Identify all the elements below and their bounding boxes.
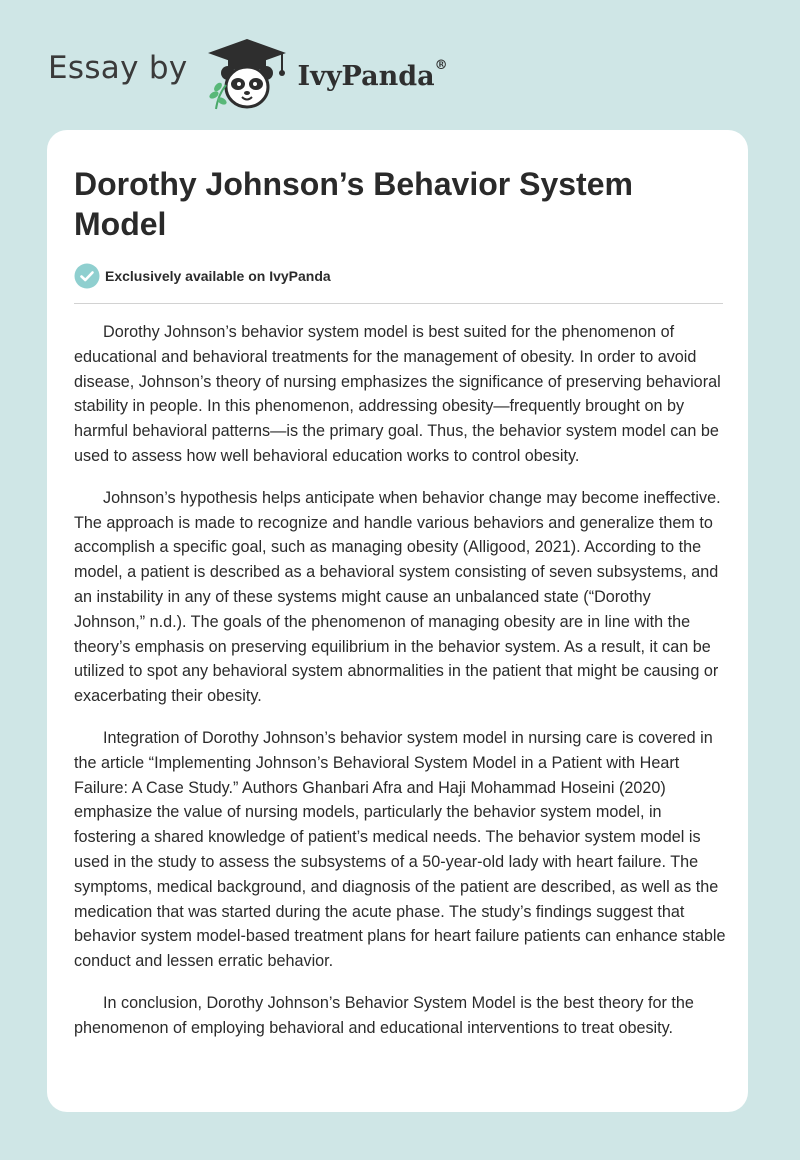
panda-graduate-icon[interactable] bbox=[202, 35, 292, 113]
brand-name[interactable]: IvyPanda® bbox=[297, 57, 448, 92]
paragraph: Integration of Dorothy Johnson’s behavior system model in nursing care is covered in the article “Implementing Johnson’s Behavioral System Model in a Patient with Heart Failure: A Case Study.” Authors Ghanbari Afra and Haji Mohammad Hoseini (2020) emphasize the value of nursing models, particularly the behavior system model, in fostering a shared knowledge of patient’s medical needs. The behavior system model is used in the study to assess the subsystems of a 50-year-old lady with heart failure. The symptoms, medical background, and diagnosis of the patient are described, as well as the medication that was started during the acute phase. The study’s findings suggest that behavior system model-based treatment plans for heart failure patients can enhance stable conduct and lessen erratic behavior. bbox=[74, 728, 726, 971]
exclusive-label: Exclusively available on IvyPanda bbox=[105, 268, 331, 284]
essay-card bbox=[47, 130, 748, 1112]
essay-body bbox=[74, 320, 726, 1058]
site-header bbox=[48, 34, 448, 114]
paragraph: Dorothy Johnson’s behavior system model is best suited for the phenomenon of educational and behavioral treatments for the management of obesity. In order to avoid disease, Johnson’s theory of nursing emphasizes the significance of preserving behavioral stability in people. In this phenomenon, addressing obesity—frequently brought on by harmful behavioral patterns—is the primary goal. Thus, the behavior system model can be used to assess how well behavioral education works to control obesity. bbox=[74, 323, 721, 465]
check-badge-icon bbox=[74, 263, 100, 289]
divider bbox=[74, 303, 723, 304]
exclusive-badge bbox=[74, 263, 331, 289]
page-title: Dorothy Johnson’s Behavior System Model bbox=[74, 166, 633, 242]
paragraph: Johnson’s hypothesis helps anticipate when behavior change may become ineffective. The approach is made to recognize and handle various behaviors and generalize them to accomplish a specific goal, such as managing obesity (Alligood, 2021). According to the model, a patient is described as a behavioral system consisting of seven subsystems, and an instability in any of these systems might cause an unbalanced state (“Dorothy Johnson,” n.d.). The goals of the phenomenon of managing obesity are in line with the theory’s emphasis on preserving equilibrium in the behavior system. As a result, it can be utilized to spot any behavioral system abnormalities in the patient that might be causing or exacerbating their obesity. bbox=[74, 488, 721, 706]
essay-by-label: Essay by bbox=[48, 50, 188, 86]
paragraph: In conclusion, Dorothy Johnson’s Behavior System Model is the best theory for the phenomenon of employing behavioral and educational interventions to treat obesity. bbox=[74, 993, 694, 1037]
